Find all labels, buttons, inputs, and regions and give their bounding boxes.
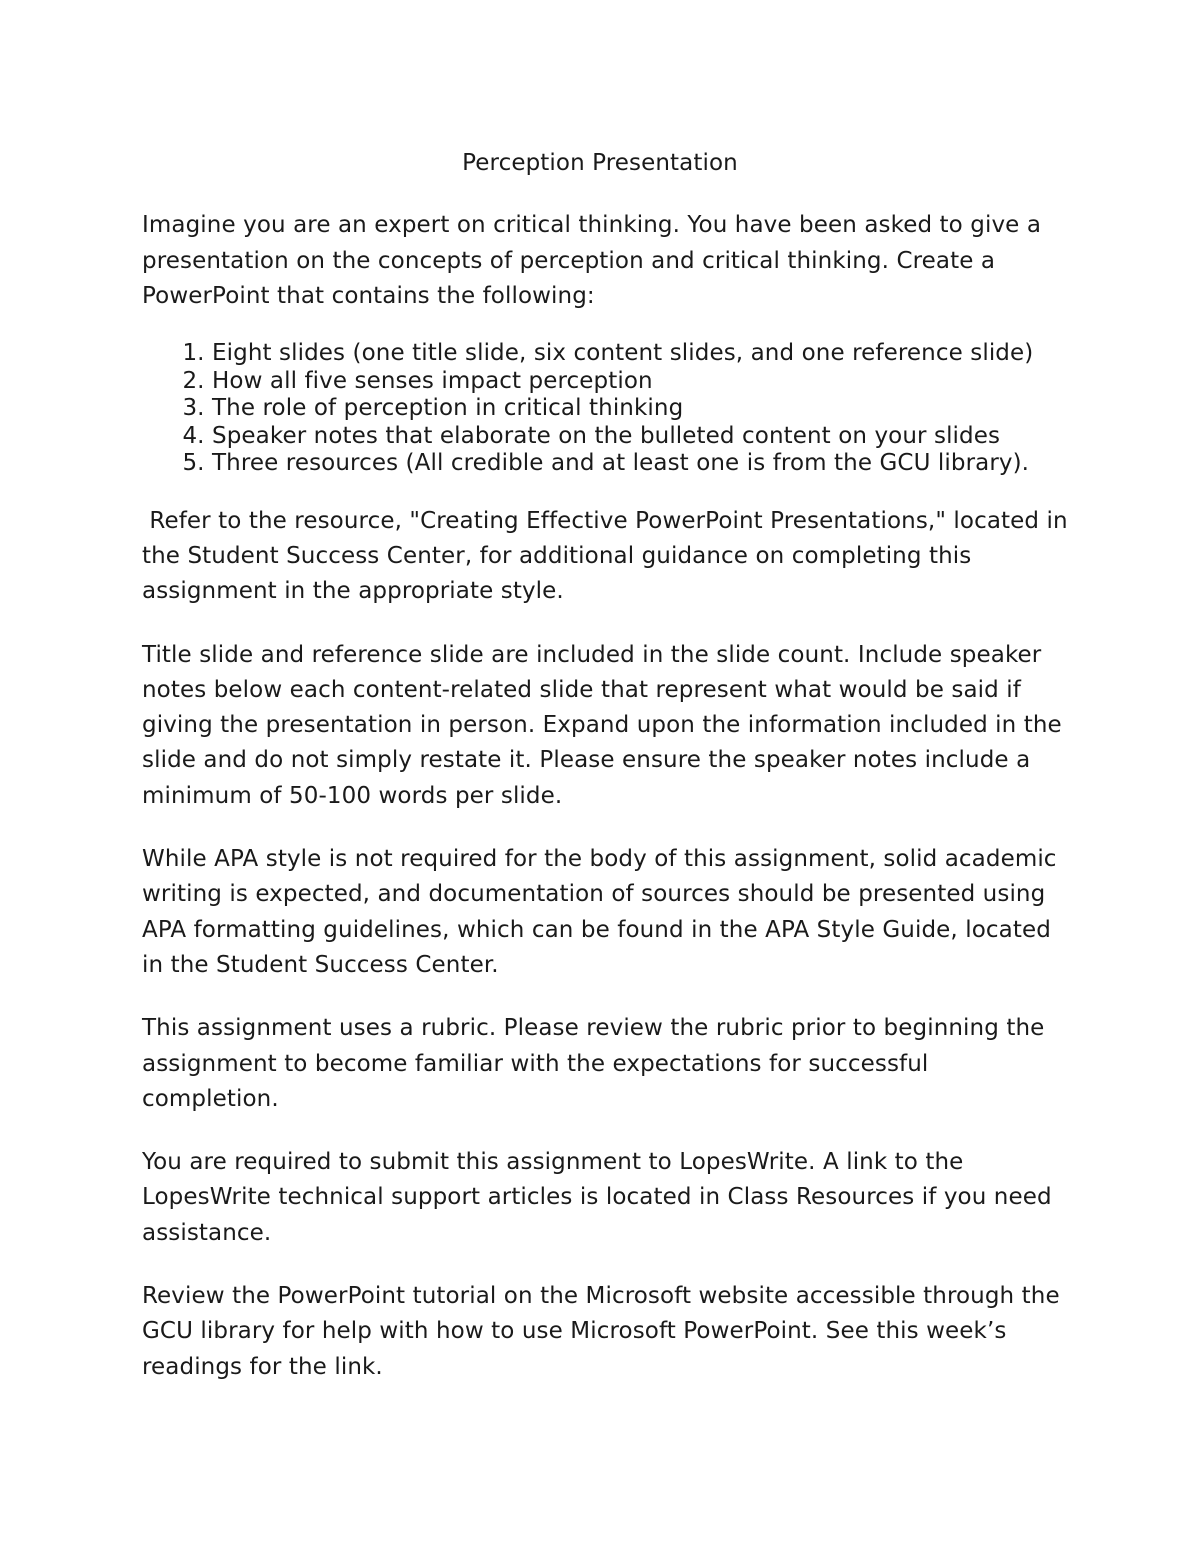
resource-paragraph: Refer to the resource, "Creating Effective PowerPoint Presentations," located in the Student Success Center, for additional guidance on completing this assignment in the appropriate style. [142,507,1076,605]
document-body [142,146,1076,1413]
apa-paragraph: While APA style is not required for the body of this assignment, solid academic writing is expected, and documentation of sources should be presented using APA formatting guidelines, which can be found in the APA Style Guide, located in the Student Success Center. [142,846,1057,978]
lopeswrite-paragraph: You are required to submit this assignment to LopesWrite. A link to the LopesWrite technical support articles is located in Class Resources if you need assistance. [142,1149,1052,1246]
requirement-item: 5. Three resources (All credible and at least one is from the GCU library). [212,450,1072,478]
slide-count-paragraph: Title slide and reference slide are included in the slide count. Include speaker notes below each content-related slide that represent what would be said if giving the presentation in person. Expand upon the information included in the slide and do not simply restate it. Please ensure the speaker notes include a minimum of 50-100 words per slide. [142,641,1062,809]
requirements-list [142,340,1072,478]
tutorial-paragraph: Review the PowerPoint tutorial on the Microsoft website accessible through the GCU library for help with how to use Microsoft PowerPoint. See this week’s readings for the link. [142,1283,1060,1380]
document-title: Perception Presentation [462,150,738,176]
requirement-item: 4. Speaker notes that elaborate on the bulleted content on your slides [212,423,1072,451]
intro-paragraph: Imagine you are an expert on critical thinking. You have been asked to give a presentation on the concepts of perception and critical thinking. Create a PowerPoint that contains the following: [142,212,1042,309]
requirement-item: 1. Eight slides (one title slide, six content slides, and one reference slide) [212,340,1072,368]
requirement-item: 2. How all five senses impact perception [212,368,1072,396]
requirement-item: 3. The role of perception in critical thinking [212,395,1072,423]
rubric-paragraph: This assignment uses a rubric. Please review the rubric prior to beginning the assignment to become familiar with the expectations for successful completion. [142,1015,1045,1112]
